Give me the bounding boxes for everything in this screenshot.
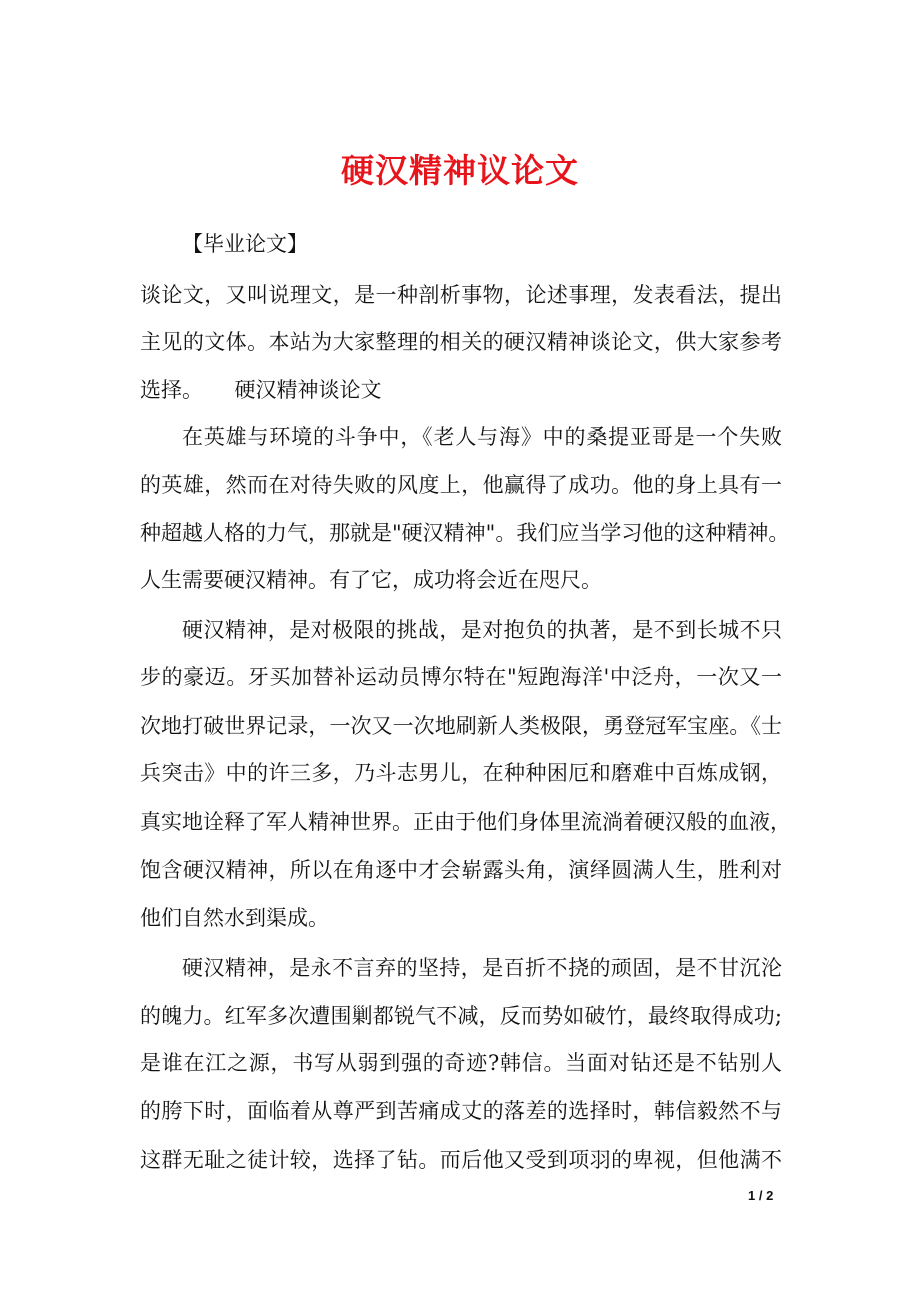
text-line: 步的豪迈。牙买加替补运动员博尔特在"短跑海洋'中泛舟，一次又一	[140, 665, 782, 689]
text-line: 选择。 硬汉精神谈论文	[140, 378, 382, 402]
document-title: 硬汉精神议论文	[341, 151, 579, 190]
text-line: 是谁在江之源，书写从弱到强的奇迹?韩信。当面对钻还是不钻别人	[140, 1051, 782, 1075]
text-line: 硬汉精神，是永不言弃的坚持，是百折不挠的顽固，是不甘沉沦	[182, 956, 782, 980]
text-line: 饱含硬汉精神，所以在角逐中才会崭露头角，演绎圆满人生，胜利对	[140, 858, 782, 882]
text-line: 这群无耻之徒计较，选择了钻。而后他又受到项羽的卑视，但他满不	[140, 1148, 782, 1172]
text-line: 种超越人格的力气，那就是"硬汉精神"。我们应当学习他的这种精神。	[140, 521, 790, 545]
text-line: 真实地诠释了军人精神世界。正由于他们身体里流淌着硬汉般的血液，	[140, 810, 791, 834]
text-line: 谈论文，又叫说理文，是一种剖析事物，论述事理，发表看法，提出	[140, 283, 782, 307]
text-line: 在英雄与环境的斗争中，《老人与海》中的桑提亚哥是一个失败	[182, 425, 782, 449]
text-line: 的胯下时，面临着从尊严到苦痛成丈的落差的选择时，韩信毅然不与	[140, 1099, 782, 1123]
text-line: 兵突击》中的许三多，乃斗志男儿，在种种困厄和磨难中百炼成钢，	[140, 761, 782, 785]
text-line: 硬汉精神，是对极限的挑战，是对抱负的执著，是不到长城不只	[182, 618, 782, 642]
text-line: 他们自然水到渠成。	[140, 906, 329, 930]
text-line: 的魄力。红军多次遭围剿都锐气不减，反而势如破竹，最终取得成功;	[140, 1004, 782, 1028]
text-line: 主见的文体。本站为大家整理的相关的硬汉精神谈论文，供大家参考	[140, 330, 782, 354]
text-line: 人生需要硬汉精神。有了它，成功将会近在咫尺。	[140, 568, 602, 592]
text-line: 的英雄，然而在对待失败的风度上，他赢得了成功。他的身上具有一	[140, 473, 782, 497]
text-line: 次地打破世界记录，一次又一次地刷新人类极限，勇登冠军宝座。《士	[140, 714, 782, 738]
category-label: 【毕业论文】	[182, 232, 308, 256]
page-number: 1 / 2	[748, 1188, 774, 1203]
